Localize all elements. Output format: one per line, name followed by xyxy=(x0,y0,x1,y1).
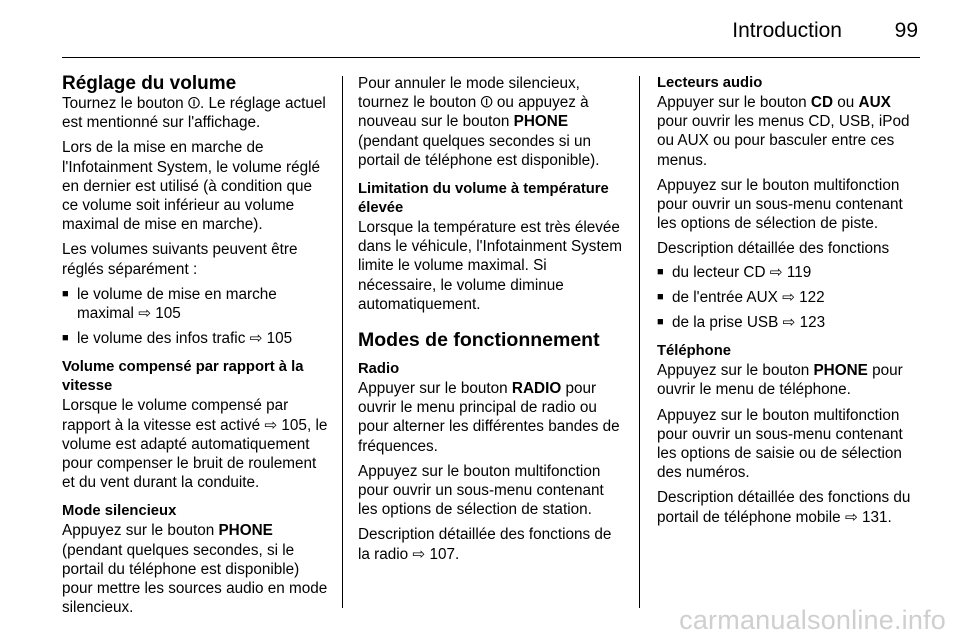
list-item: ■ de la prise USB ⇨ 123 xyxy=(657,313,925,332)
subheading: Limitation du volume à température élevée xyxy=(358,181,609,217)
button-name: CD xyxy=(810,94,834,111)
text: (pendant quelques secondes, si le portail du téléphone est disponible) pour mettre les sources audio en mode silencieux. xyxy=(62,541,328,617)
paragraph: Lorsque la température est très élevée dans le véhicule, l'Infotainment System limite le volume maximal. Si nécessaire, le volume diminue automatiquement. xyxy=(358,219,622,313)
paragraph: Tournez le bouton ⏼. Le réglage actuel est mentionné sur l'affichage. xyxy=(62,95,326,132)
list-item: ■ de l'entrée AUX ⇨ 122 xyxy=(657,288,925,307)
paragraph: Appuyez sur le bouton multifonction pour ouvrir un sous-menu contenant les options de sélection de piste. xyxy=(657,176,903,233)
list-item: ■ le volume des infos trafic ⇨ 105 xyxy=(62,329,332,348)
paragraph: Description détaillée des fonctions de la radio ⇨ 107. xyxy=(358,526,612,563)
text: Appuyer sur le bouton xyxy=(657,94,811,111)
text: (pendant quelques secondes si un portail de téléphone est disponible). xyxy=(358,132,600,169)
bullet-list xyxy=(657,263,925,333)
button-name: RADIO xyxy=(511,380,562,398)
paragraph: Les volumes suivants peuvent être réglés séparément : xyxy=(62,241,298,278)
text: Appuyez sur le bouton xyxy=(657,362,814,380)
column-left xyxy=(62,74,332,623)
subheading: Radio xyxy=(358,361,400,378)
subheading: Téléphone xyxy=(657,343,731,360)
list-item: ■ du lecteur CD ⇨ 119 xyxy=(657,263,925,282)
button-name: PHONE xyxy=(513,113,569,131)
paragraph: Lorsque le volume compensé par rapport à la vitesse est activé ⇨ 105, le volume est adapté automatiquement pour compenser le bruit de roulement et du vent durant la conduite. xyxy=(62,397,328,492)
watermark: carmanualsonline.info xyxy=(679,605,946,635)
paragraph: Lors de la mise en marche de l'Infotainment System, le volume réglé en dernier est utilisé (à condition que ce volume soit inférieur au volume maximal de mise en marche). xyxy=(62,139,320,234)
column-middle xyxy=(358,74,626,570)
page-title: Introduction xyxy=(732,19,842,42)
subheading: Volume compensé par rapport à la vitesse xyxy=(62,359,304,395)
column-right xyxy=(657,74,925,533)
text: Appuyez sur le bouton xyxy=(62,522,219,540)
paragraph xyxy=(657,93,925,170)
text: Appuyer sur le bouton xyxy=(358,380,512,398)
paragraph: Description détaillée des fonctions du portail de téléphone mobile ⇨ 131. xyxy=(657,489,911,526)
text: ou xyxy=(833,94,859,111)
text: pour ouvrir le menu principal de radio ou pour alterner les différentes bandes de fréquences. xyxy=(358,380,620,455)
text: pour ouvrir les menus CD, USB, iPod ou AUX ou pour basculer entre ces menus. xyxy=(657,113,910,169)
text: pour ouvrir le menu de téléphone. xyxy=(657,362,903,399)
paragraph xyxy=(62,521,332,617)
paragraph xyxy=(358,379,626,456)
subheading: Lecteurs audio xyxy=(657,75,763,91)
text: Pour annuler le mode silencieux, tournez le bouton ⏼ ou appuyez à nouveau sur le bouton xyxy=(358,75,589,131)
section-heading: Réglage du volume xyxy=(62,73,237,94)
button-name: PHONE xyxy=(218,522,273,540)
paragraph: Description détaillée des fonctions xyxy=(657,240,890,258)
column-divider xyxy=(639,76,640,608)
section-heading: Modes de fonctionnement xyxy=(358,329,600,352)
subheading: Mode silencieux xyxy=(62,503,177,520)
button-name: AUX xyxy=(858,94,891,111)
bullet-list xyxy=(62,285,332,349)
page-header xyxy=(62,0,920,58)
paragraph: Appuyez sur le bouton multifonction pour ouvrir un sous-menu contenant les options de sélection de station. xyxy=(358,462,604,519)
paragraph: Appuyez sur le bouton multifonction pour ouvrir un sous-menu contenant les options de saisie ou de sélection des numéros. xyxy=(657,406,903,482)
paragraph xyxy=(358,74,626,170)
list-item: ■ le volume de mise en marche maximal ⇨ 105 xyxy=(62,285,332,323)
header-rule xyxy=(62,57,920,58)
button-name: PHONE xyxy=(813,362,868,380)
page-number: 99 xyxy=(894,19,918,42)
paragraph xyxy=(657,361,925,399)
column-divider xyxy=(342,76,343,608)
